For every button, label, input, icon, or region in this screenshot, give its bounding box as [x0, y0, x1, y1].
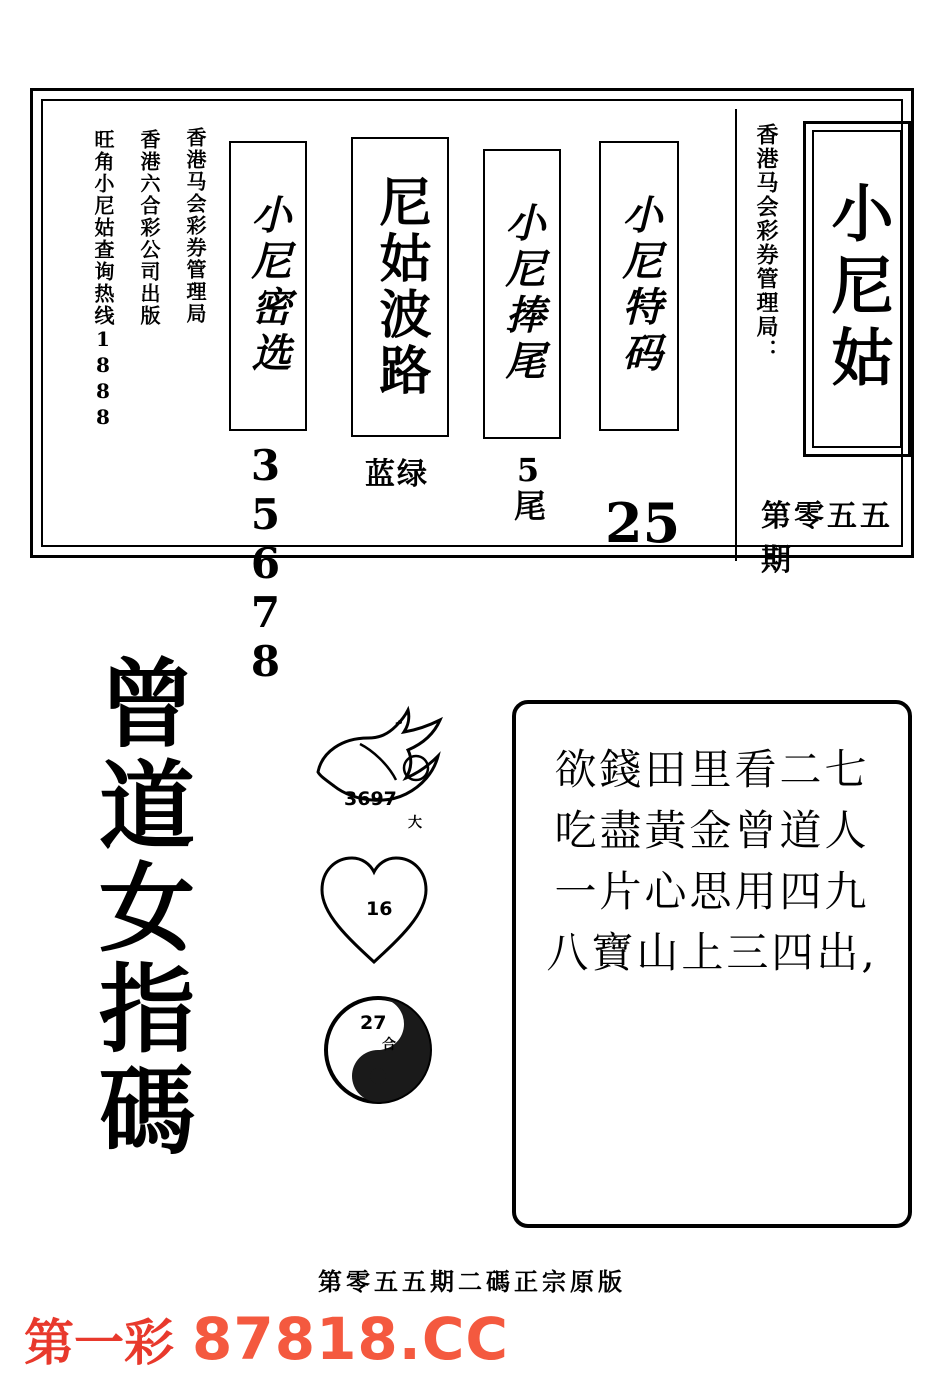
dove-icon: [300, 700, 460, 830]
hotline-caption-text: 旺角小尼姑查询热线1888: [91, 129, 115, 431]
label-mixuan: 小尼密选: [245, 194, 292, 378]
watermark-cn-text: 第一彩: [24, 1314, 174, 1372]
label-bangwei: 小尼捧尾: [499, 202, 546, 386]
panel-title-box: [803, 121, 911, 457]
panel-title-text: 小尼姑: [821, 181, 894, 397]
bureau-caption-right-text: 香港马会彩券管理局：: [753, 123, 779, 363]
value-bolu: 蓝绿: [365, 457, 429, 492]
bureau-caption: [185, 127, 205, 330]
panel-divider: [735, 109, 737, 561]
brand-title-char-3: 女: [99, 852, 195, 965]
dove-icon-small-label: 大: [408, 815, 422, 831]
watermark: [24, 1305, 924, 1373]
publisher-caption-text: 香港六合彩公司出版: [137, 129, 161, 327]
issue-label-top: 第零五五期: [761, 499, 893, 578]
heart-icon-number: 16: [366, 898, 393, 920]
label-bolu: 尼姑波路: [370, 175, 431, 399]
brand-title-char-2: 道: [99, 750, 195, 863]
label-tema: 小尼特码: [616, 194, 663, 378]
hotline-caption: [93, 129, 113, 436]
icon-column: [296, 700, 466, 1130]
panel-title-box-inner: [812, 130, 902, 448]
label-box-mixuan: [229, 141, 307, 431]
poem-line-2: 吃盡黃金曾道人: [554, 805, 870, 855]
top-panel-inner-border: [41, 99, 903, 686]
yinyang-icon-small-label: 合: [382, 1037, 396, 1053]
top-lottery-panel: [30, 88, 914, 686]
poem-line-3: 一片心思用四九: [554, 866, 870, 916]
brand-title-char-1: 曾: [99, 649, 195, 761]
bureau-caption-right: [755, 123, 777, 369]
value-tema: 25: [605, 491, 681, 555]
label-box-bangwei: [483, 149, 561, 439]
poem-line-1: 欲錢田里看二七: [554, 745, 870, 794]
label-box-tema: [599, 141, 679, 431]
label-box-bolu: [351, 137, 449, 437]
dove-icon-number: 3697: [344, 788, 397, 810]
watermark-url-text: 87818.CC: [192, 1305, 509, 1373]
brand-title-char-5: 碼: [99, 1056, 195, 1168]
value-bangwei: 5尾: [509, 451, 547, 521]
yinyang-icon: [318, 990, 438, 1110]
value-mixuan: 35678: [241, 441, 290, 686]
brand-title-char-4: 指: [99, 954, 195, 1067]
brand-title: [72, 649, 222, 1168]
bureau-caption-text: 香港马会彩券管理局: [183, 127, 207, 325]
poem-box: [512, 700, 912, 1228]
publisher-caption: [139, 129, 159, 332]
yinyang-icon-number: 27: [360, 1012, 387, 1034]
footer-issue-line: 第零五五期二碼正宗原版: [318, 1267, 626, 1296]
heart-icon: [314, 850, 434, 970]
poem-line-4: 八寶山上三四出,: [546, 927, 878, 977]
